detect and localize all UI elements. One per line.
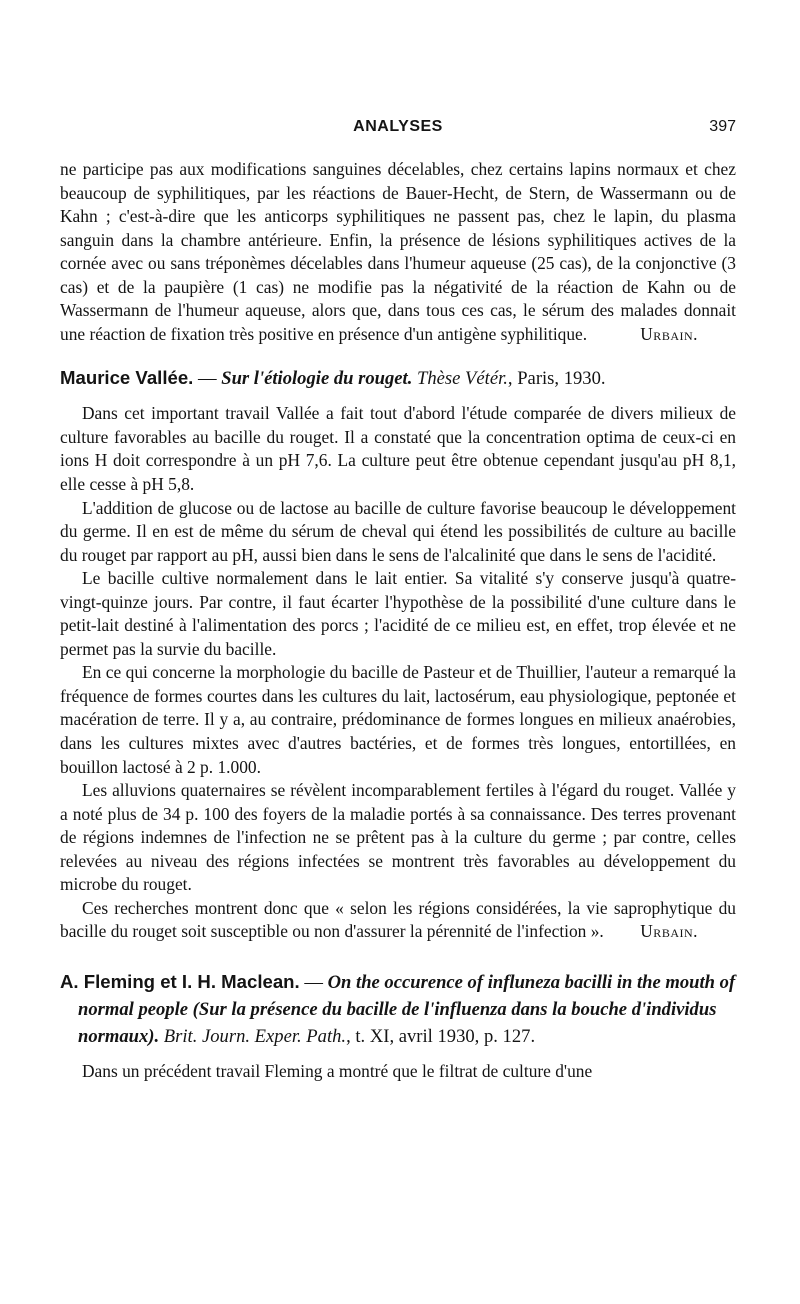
page-number: 397 [709, 118, 736, 135]
review-title: Sur l'étiologie du rouget. [221, 368, 413, 390]
running-title: ANALYSES [353, 118, 443, 135]
paragraph: En ce qui concerne la morphologie du bacille de Pasteur et de Thuillier, l'auteur a remarqué la fréquence de formes courtes dans les cultures du lait, lactosérum, eau physiologique, peptonée et macération de terre. Il y a, au contraire, prédominance de formes longues en milieux anaérobies, dans les cultures mixtes avec d'autres bactéries, et de formes très longues, entortillées, en bouillon lactosé à 2 p. 1.000. [60, 662, 736, 777]
paragraph-text: Ces recherches montrent donc que « selon les régions considérées, la vie saprophytique du bacille du rouget soit susceptible ou non d'assurer la pérennité de l'infection ». [60, 897, 736, 942]
paragraph: Dans cet important travail Vallée a fait tout d'abord l'étude comparée de divers milieux de culture favorables au bacille du rouget. Il a constaté que la concentration optima de ceux-ci en ions H doit correspondre à un pH 7,6. La culture peut être obtenue cependant jusqu'au pH 8,1, elle cesse à pH 5,8. [60, 403, 736, 495]
paragraph: Dans un précédent travail Fleming a montré que le filtrat de culture d'une [82, 1060, 593, 1081]
heading-dash: — [299, 971, 328, 993]
running-header [60, 118, 736, 144]
continuation-text: ne participe pas aux modifications sanguines décelables, chez certains lapins normaux et chez beaucoup de syphilitiques, par les réactions de Bauer-Hecht, de Stern, de Wassermann ou de Kahn ; c'est-à-dire que les anticorps syphilitiques ne passent pas, chez le lapin, du plasma sanguin dans la chambre antérieure. Enfin, la présence de lésions syphilitiques actives de la cornée avec ou sans tréponèmes décelables dans l'humeur aqueuse (25 cas), de la conjonctive (3 cas) et de la paupière (1 cas) ne modifie pas la négativité de la réaction de Kahn ou de Wassermann de l'humeur aqueuse, alors que, dans tous ces cas, le sérum des malades donnait une réaction de fixation très positive en présence d'un antigène syphilitique. [60, 159, 736, 344]
paragraph: L'addition de glucose ou de lactose au bacille de culture favorise beaucoup le développement du germe. Il en est de même du sérum de cheval qui étend les possibilités de culture au bacille du rouget par rapport au pH, aussi bien dans le sens de l'alcalinité que dans le sens de l'acidité. [60, 497, 736, 565]
continuation-paragraph [60, 158, 736, 346]
page-body [60, 158, 736, 1084]
paragraph: Le bacille cultive normalement dans le lait entier. Sa vitalité s'y conserve jusqu'à quatre-vingt-quinze jours. Par contre, il faut écarter l'hypothèse de la possibilité d'une culture dans le petit-lait destiné à l'alimentation des porcs ; l'acidité de ce milieu est, en effet, trop élevée et ne permet pas la survie du bacille. [60, 568, 736, 659]
review-author: Maurice Vallée. [60, 367, 194, 389]
paragraph-final [60, 897, 736, 944]
review-journal: Brit. Journ. Exper. Path. [163, 1025, 347, 1047]
review-citation: , t. XI, avril 1930, p. 127. [346, 1025, 536, 1047]
heading-dash: — [193, 368, 222, 390]
review-citation: , Paris, 1930. [507, 368, 606, 390]
review-author: A. Fleming et I. H. Maclean. [60, 970, 300, 992]
review-journal: Thèse Vétér. [417, 368, 508, 390]
signature: Urbain. [640, 323, 698, 344]
review-title: On the occurence of influneza bacilli in the mouth of normal people (Sur la présence du bacille de l'influenza dans la bouche d'individus normaux). [78, 971, 736, 1047]
paragraph: Les alluvions quaternaires se révèlent incomparablement fertiles à l'égard du rouget. Vallée y a noté plus de 34 p. 100 des foyers de la maladie portés à sa connaissance. Des terres provenant de régions indemnes de l'infection ne se prêtent pas à la culture du germe ; par contre, celles relevées au niveau des régions infectées se montrent très favorables au développement du microbe du rouget. [60, 780, 736, 895]
review-heading [60, 968, 736, 1050]
review-heading [60, 364, 736, 392]
signature: Urbain. [640, 921, 698, 942]
